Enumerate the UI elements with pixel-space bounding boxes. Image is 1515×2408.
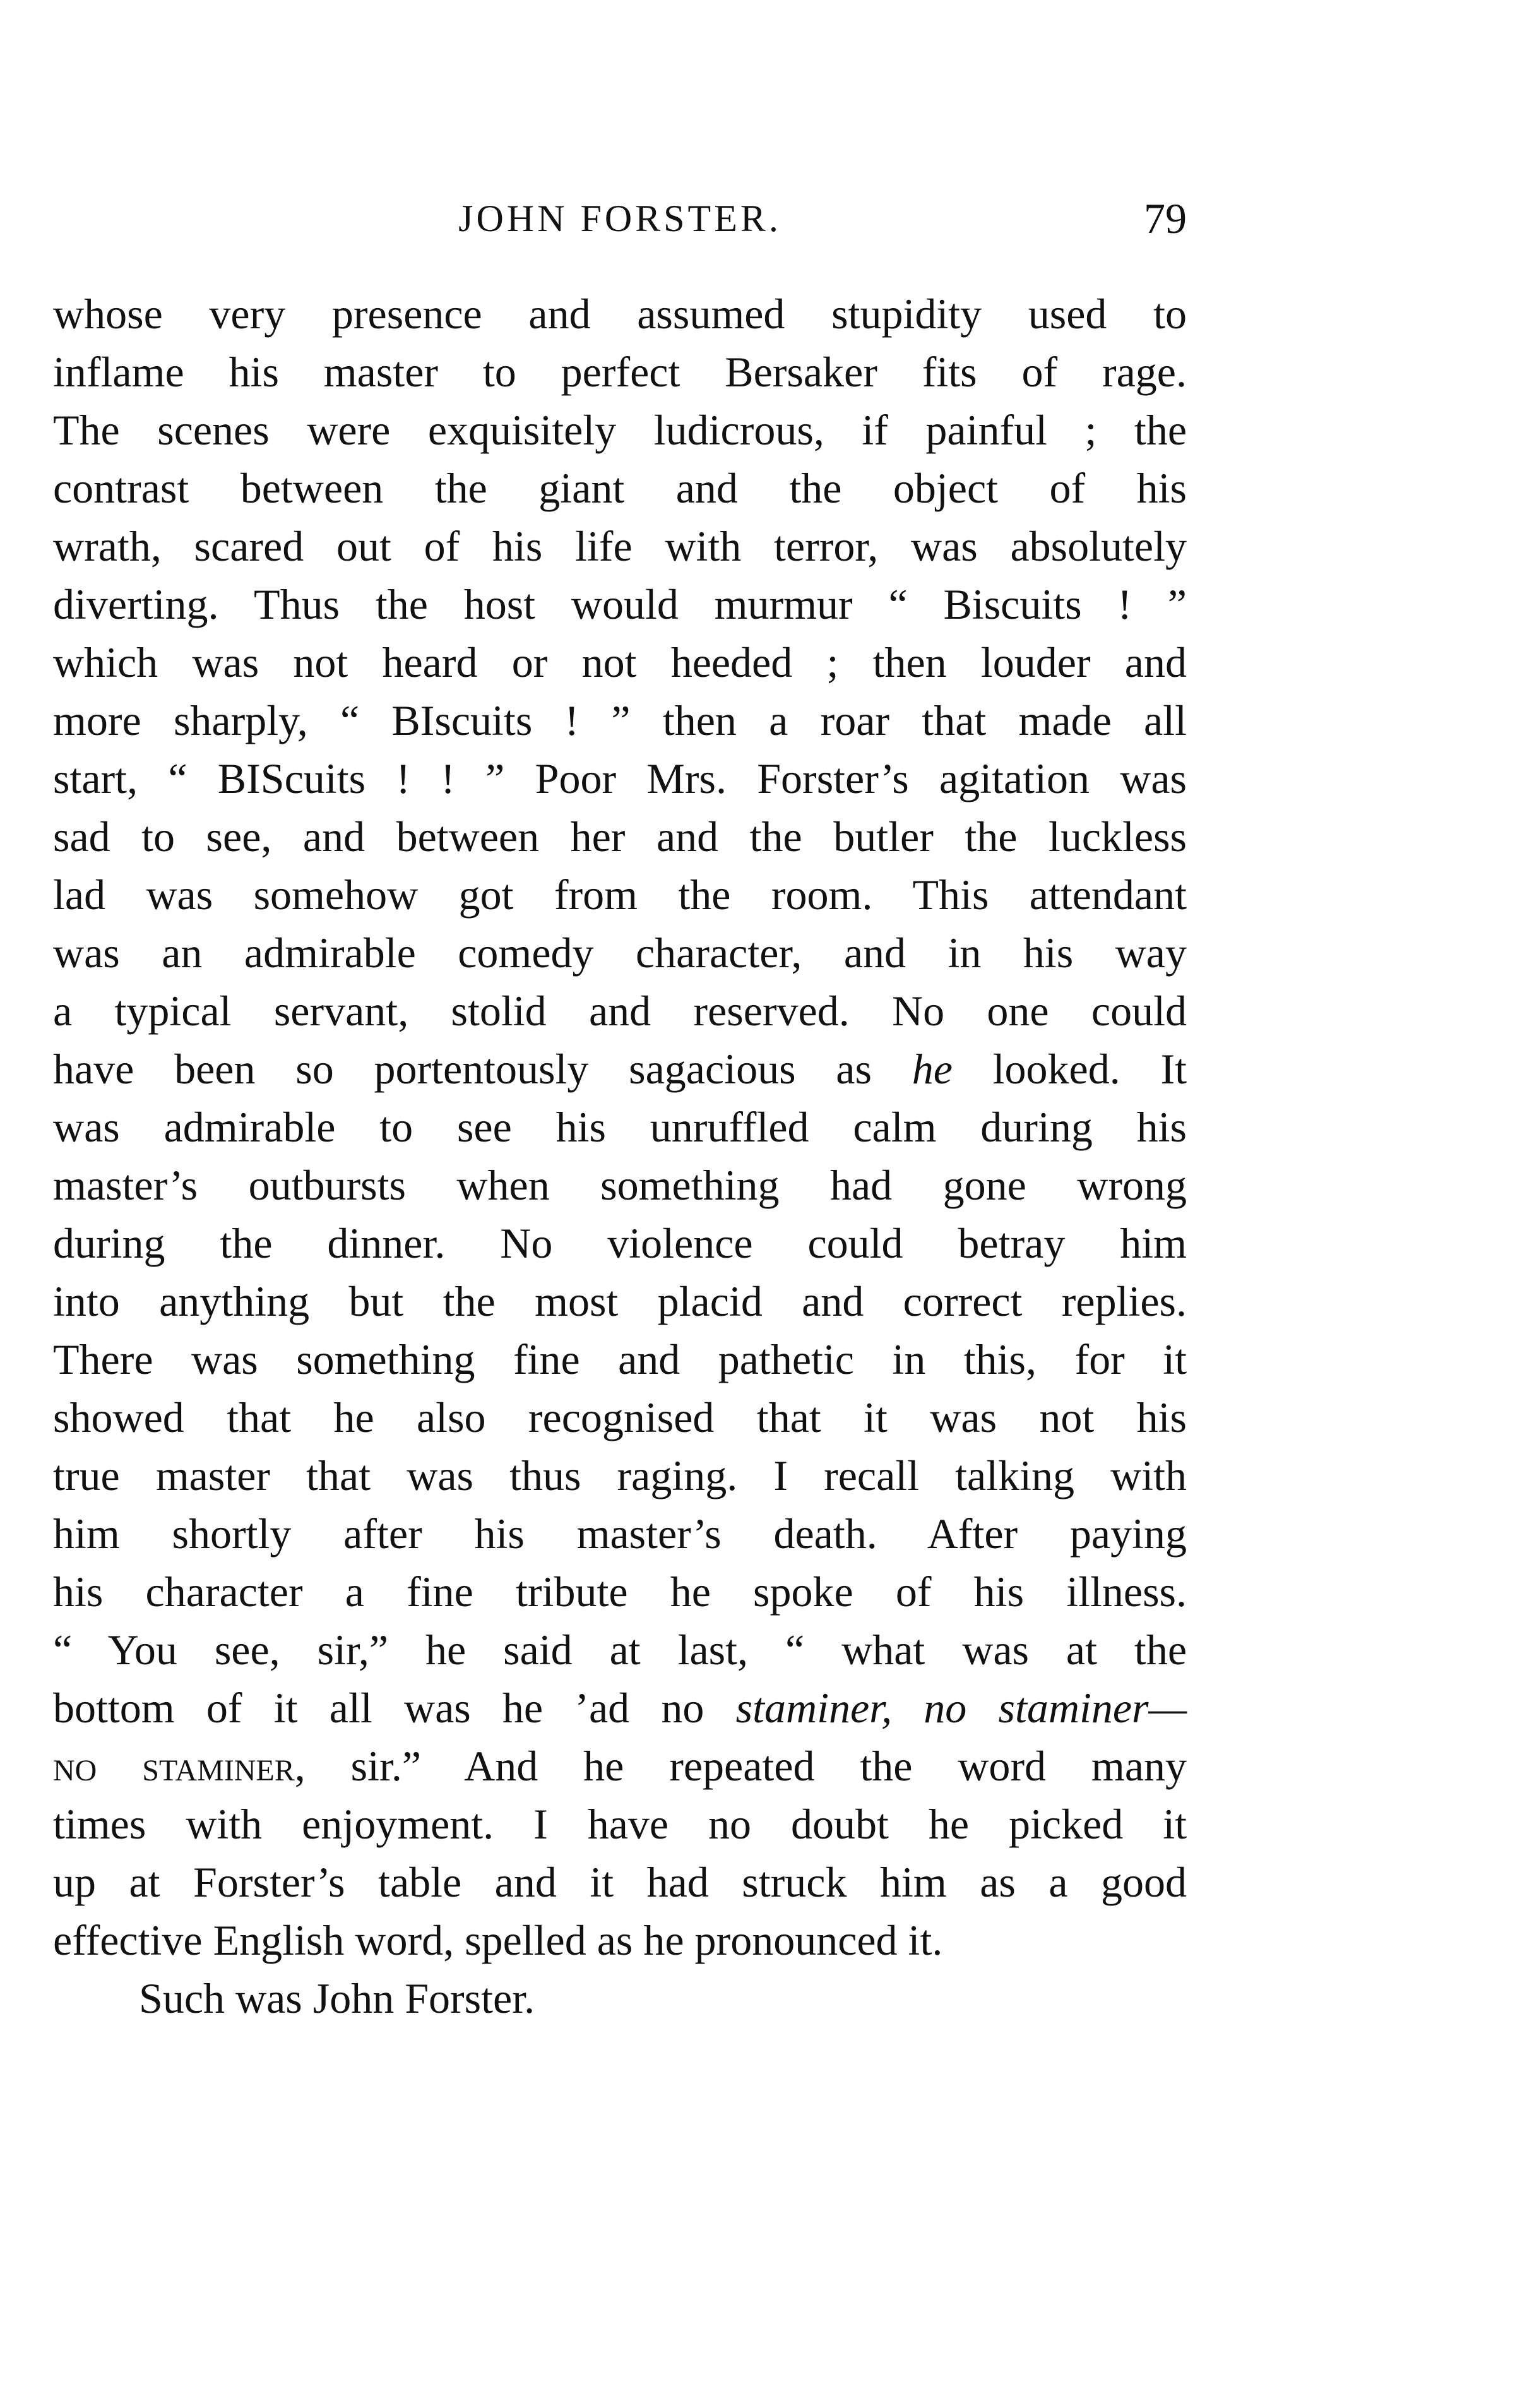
- text-segment: diverting. Thus the host would murmur “ Biscuits ! ”: [53, 580, 1187, 628]
- text-line: [53, 1563, 1187, 1621]
- text-line: [53, 575, 1187, 633]
- italic-text: staminer, no staminer—: [735, 1684, 1187, 1732]
- text-line: [53, 517, 1187, 575]
- body-text: [53, 285, 1187, 2027]
- text-line: [53, 1621, 1187, 1679]
- text-line: [53, 1388, 1187, 1446]
- text-segment: have been so portentously sagacious as: [53, 1045, 912, 1093]
- text-line: [53, 1040, 1187, 1098]
- text-segment: master’s outbursts when something had gone wrong: [53, 1161, 1187, 1209]
- text-segment: There was something fine and pathetic in this, for it: [53, 1335, 1187, 1383]
- italic-text: he: [912, 1045, 953, 1093]
- text-segment: during the dinner. No violence could betray him: [53, 1219, 1187, 1267]
- text-line: [53, 1330, 1187, 1388]
- text-line: [53, 982, 1187, 1040]
- text-segment: inflame his master to perfect Bersaker fits of rage.: [53, 348, 1187, 396]
- text-segment: whose very presence and assumed stupidity used to: [53, 290, 1187, 338]
- text-line: [53, 1098, 1187, 1156]
- text-line: [53, 866, 1187, 924]
- text-segment: true master that was thus raging. I recall talking with: [53, 1451, 1187, 1499]
- small-caps-text: no staminer: [53, 1742, 295, 1790]
- text-segment: up at Forster’s table and it had struck him as a good: [53, 1858, 1187, 1906]
- running-title: JOHN FORSTER.: [458, 198, 781, 239]
- text-segment: was admirable to see his unruffled calm during his: [53, 1103, 1187, 1151]
- text-line: [53, 459, 1187, 517]
- text-segment: into anything but the most placid and correct replies.: [53, 1277, 1187, 1325]
- text-line: [53, 633, 1187, 691]
- text-line: [53, 1214, 1187, 1272]
- running-header: [53, 189, 1187, 247]
- text-segment: more sharply, “ BIscuits ! ” then a roar that made all: [53, 696, 1187, 744]
- text-segment: him shortly after his master’s death. After paying: [53, 1510, 1187, 1558]
- text-segment: his character a fine tribute he spoke of his illness.: [53, 1568, 1187, 1616]
- text-line: [53, 1853, 1187, 1911]
- text-segment: bottom of it all was he ’ad no: [53, 1684, 736, 1732]
- text-line: [53, 691, 1187, 749]
- text-line: [53, 1737, 1187, 1795]
- text-segment: a typical servant, stolid and reserved. No one could: [53, 987, 1187, 1035]
- text-line: [53, 285, 1187, 343]
- text-segment: , sir.” And he repeated the word many: [294, 1742, 1187, 1790]
- text-line: [53, 1679, 1187, 1737]
- text-line: [53, 343, 1187, 401]
- text-segment: sad to see, and between her and the butler the luckless: [53, 813, 1187, 861]
- text-segment: looked. It: [952, 1045, 1187, 1093]
- text-segment: The scenes were exquisitely ludicrous, if painful ; the: [53, 406, 1187, 454]
- text-segment: Such was John Forster.: [139, 1974, 535, 2022]
- text-line: [53, 1446, 1187, 1505]
- text-line: [53, 1969, 1187, 2027]
- text-line: [53, 924, 1187, 982]
- text-line: [53, 1156, 1187, 1214]
- text-line: [53, 1795, 1187, 1853]
- text-line: [53, 1911, 1187, 1969]
- text-segment: “ You see, sir,” he said at last, “ what was at the: [53, 1626, 1187, 1674]
- text-line: [53, 1505, 1187, 1563]
- text-segment: was an admirable comedy character, and in his way: [53, 929, 1187, 977]
- text-segment: contrast between the giant and the object of his: [53, 464, 1187, 512]
- text-line: [53, 401, 1187, 459]
- text-segment: times with enjoyment. I have no doubt he picked it: [53, 1800, 1187, 1848]
- text-segment: wrath, scared out of his life with terror, was absolutely: [53, 522, 1187, 570]
- text-line: [53, 749, 1187, 808]
- text-segment: lad was somehow got from the room. This attendant: [53, 871, 1187, 919]
- text-segment: start, “ BIScuits ! ! ” Poor Mrs. Forster’s agitation was: [53, 754, 1187, 802]
- text-segment: showed that he also recognised that it was not his: [53, 1393, 1187, 1441]
- text-segment: which was not heard or not heeded ; then louder and: [53, 638, 1187, 686]
- text-segment: effective English word, spelled as he pronounced it.: [53, 1916, 943, 1964]
- text-line: [53, 1272, 1187, 1330]
- text-line: [53, 808, 1187, 866]
- page-number: 79: [1144, 194, 1187, 242]
